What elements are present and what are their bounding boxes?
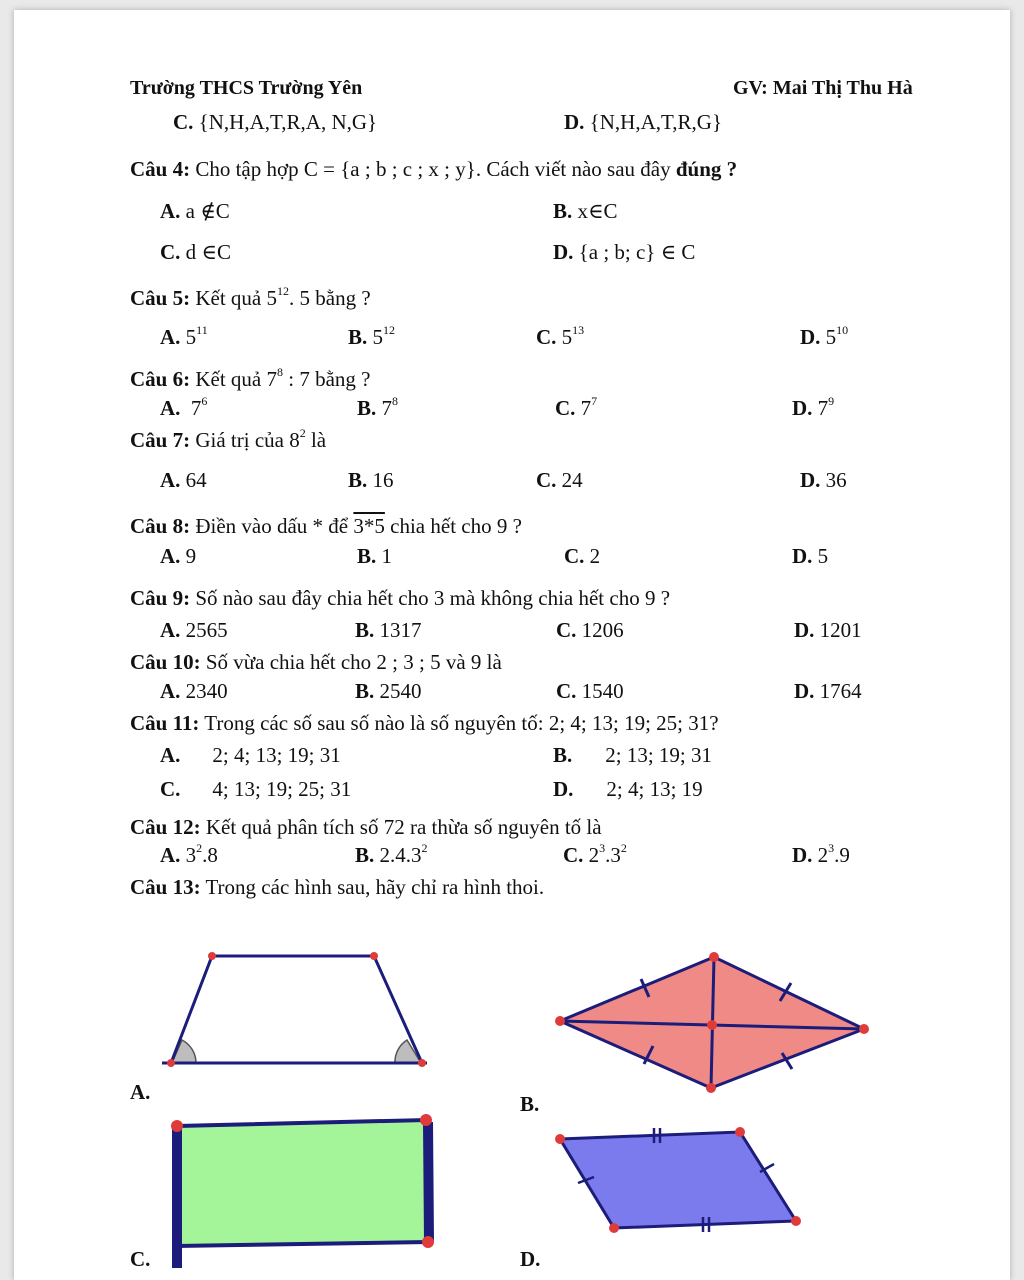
school-name: Trường THCS Trường Yên <box>130 77 363 99</box>
figure-label-c: C. <box>130 1247 151 1271</box>
q9-option-c: C. 1206 <box>556 618 624 642</box>
q6-option-c: C. $7^7$ <box>555 394 598 420</box>
q6-option-a: A. $7^6$ <box>160 394 208 420</box>
q7-option-d: D. 36 <box>800 468 847 492</box>
q7-option-c: C. 24 <box>536 468 583 492</box>
q12-option-b: B. 2.4.3$^2$ <box>355 841 428 867</box>
figure-label-b: B. <box>520 1092 540 1116</box>
q4-option-a: A. a ∉C <box>160 199 230 223</box>
question-4: Câu 4: Cho tập hợp C = {a ; b ; c ; x ; y}. Cách viết nào sau đây đúng ? <box>130 157 738 181</box>
q4-option-b: B. x∈C <box>553 199 618 223</box>
q9-option-b: B. 1317 <box>355 618 422 642</box>
q11-option-b: B. 2; 13; 19; 31 <box>553 743 713 767</box>
q5-option-c: C. $5^{13}$ <box>536 323 585 349</box>
q5-option-a: A. $5^{11}$ <box>160 323 208 349</box>
q3-option-c: C. {N,H,A,T,R,A, N,G} <box>173 110 378 134</box>
q9-option-a: A. 2565 <box>160 618 228 642</box>
question-13: Câu 13: Trong các hình sau, hãy chỉ ra hình thoi. <box>130 875 545 899</box>
q11-option-d: D. 2; 4; 13; 19 <box>553 777 703 801</box>
q10-option-c: C. 1540 <box>556 679 624 703</box>
question-9: Câu 9: Số nào sau đây chia hết cho 3 mà không chia hết cho 9 ? <box>130 586 671 610</box>
q7-option-a: A. 64 <box>160 468 207 492</box>
q8-option-a: A. 9 <box>160 544 197 568</box>
question-10: Câu 10: Số vừa chia hết cho 2 ; 3 ; 5 và 9 là <box>130 650 502 674</box>
q11-option-a: A. 2; 4; 13; 19; 31 <box>160 743 341 767</box>
q5-option-b: B. $5^{12}$ <box>348 323 396 349</box>
q8-option-d: D. 5 <box>792 544 829 568</box>
q7-option-b: B. 16 <box>348 468 394 492</box>
q5-option-d: D. $5^{10}$ <box>800 323 849 349</box>
q12-option-c: C. $2^3.3^2$ <box>563 841 627 867</box>
q6-option-d: D. $7^9$ <box>792 394 835 420</box>
q10-option-b: B. 2540 <box>355 679 422 703</box>
q3-option-d: D. {N,H,A,T,R,G} <box>564 110 723 134</box>
q8-option-c: C. 2 <box>564 544 601 568</box>
q4-option-c: C. d ∈C <box>160 240 231 264</box>
q8-option-b: B. 1 <box>357 544 393 568</box>
q12-option-a: A. $3^2.8$ <box>160 841 218 867</box>
question-11: Câu 11: Trong các số sau số nào là số nguyên tố: 2; 4; 13; 19; 25; 31? <box>130 711 719 735</box>
question-5: Câu 5: Kết quả $5^{12}$. 5 bằng ? <box>130 284 371 310</box>
q11-option-c: C. 4; 13; 19; 25; 31 <box>160 777 352 801</box>
question-12: Câu 12: Kết quả phân tích số 72 ra thừa số nguyên tố là <box>130 815 602 839</box>
figure-label-d: D. <box>520 1247 541 1271</box>
teacher-name: GV: Mai Thị Thu Hà <box>733 77 913 99</box>
q9-option-d: D. 1201 <box>794 618 862 642</box>
q10-option-d: D. 1764 <box>794 679 862 703</box>
q4-option-d: D. {a ; b; c} ∈ C <box>553 240 696 264</box>
question-8: Câu 8: Điền vào dấu * để 3*5 chia hết cho 9 ? <box>130 514 522 538</box>
question-7: Câu 7: Giá trị của $8^2$ là <box>130 426 327 452</box>
q10-option-a: A. 2340 <box>160 679 228 703</box>
figure-label-a: A. <box>130 1080 151 1104</box>
question-6: Câu 6: Kết quả $7^8$ : 7 bằng ? <box>130 365 371 391</box>
q12-option-d: D. $2^3.9$ <box>792 841 850 867</box>
q6-option-b: B. $7^8$ <box>357 394 399 420</box>
